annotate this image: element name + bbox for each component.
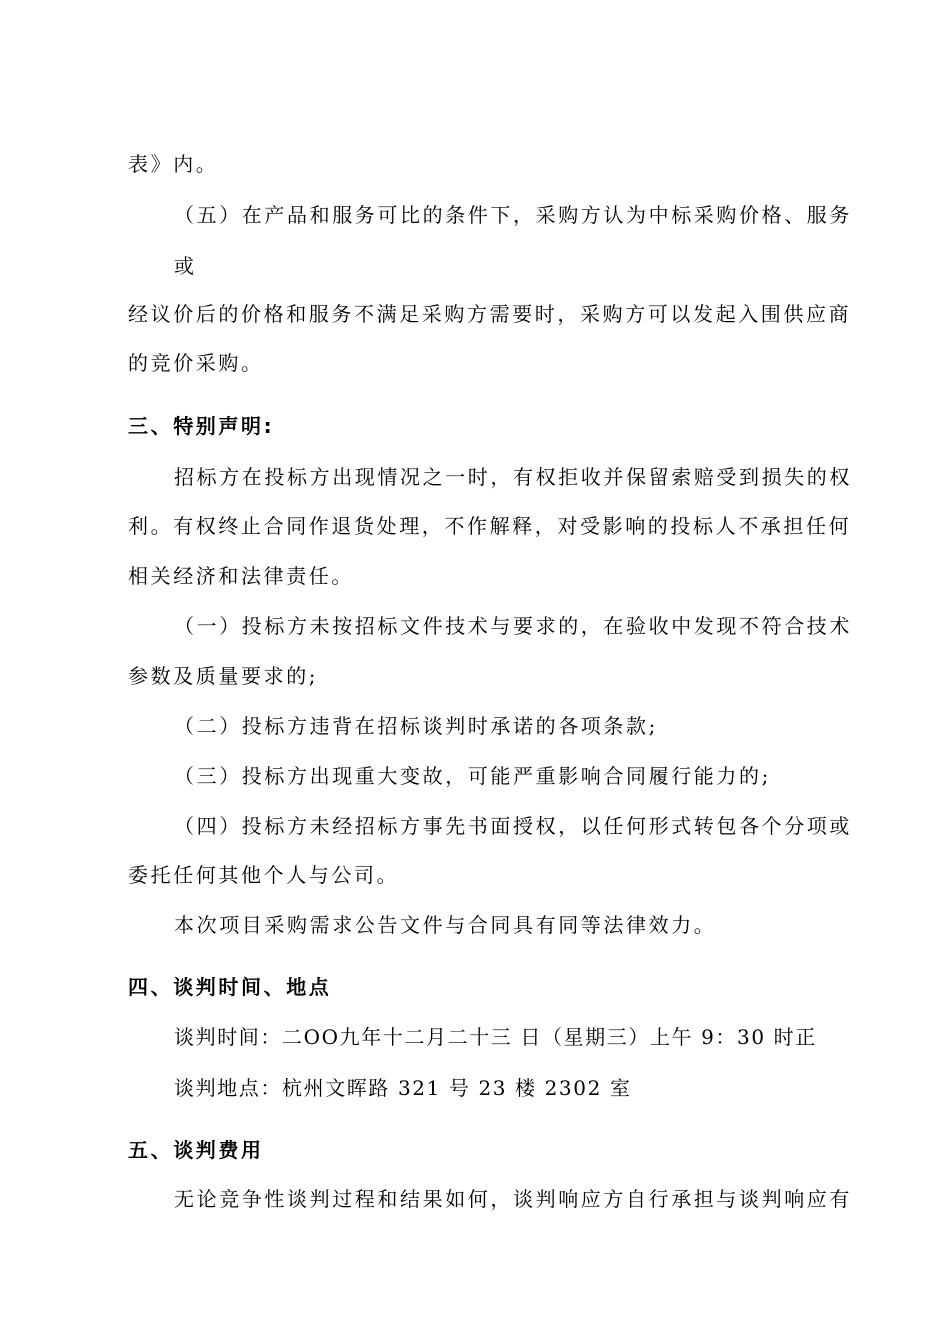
paragraph-line: 相关经济和法律责任。 [128, 564, 354, 588]
section-heading: 五、谈判费用 [128, 1138, 264, 1162]
negotiation-time: 谈判时间：二OO九年十二月二十三 日（星期三）上午 9：30 时正 [174, 1025, 817, 1049]
paragraph-line: 无论竞争性谈判过程和结果如何，谈判响应方自行承担与谈判响应有 [174, 1187, 852, 1211]
list-item-line: 委托任何其他个人与公司。 [128, 863, 400, 887]
paragraph-line: 本次项目采购需求公告文件与合同具有同等法律效力。 [174, 913, 717, 937]
paragraph-line: 经议价后的价格和服务不满足采购方需要时，采购方可以发起入围供应商 [128, 302, 852, 326]
paragraph-line: （五）在产品和服务可比的条件下，采购方认为中标采购价格、服务 [174, 203, 852, 227]
list-item-line: （三）投标方出现重大变故，可能严重影响合同履行能力的; [174, 764, 771, 788]
list-item-line: （四）投标方未经招标方事先书面授权，以任何形式转包各个分项或 [174, 814, 852, 838]
paragraph-line: 招标方在投标方出现情况之一时，有权拒收并保留索赔受到损失的权 [174, 465, 852, 489]
paragraph-line: 的竞价采购。 [128, 351, 264, 375]
paragraph-line: 利。有权终止合同作退货处理，不作解释，对受影响的投标人不承担任何 [128, 514, 852, 538]
negotiation-place: 谈判地点：杭州文晖路 321 号 23 楼 2302 室 [174, 1076, 632, 1100]
section-heading: 三、特别声明: [128, 414, 275, 438]
paragraph-line: 表》内。 [128, 152, 219, 176]
list-item-line: 参数及质量要求的; [128, 664, 319, 688]
list-item-line: （一）投标方未按招标文件技术与要求的，在验收中发现不符合技术 [174, 614, 852, 638]
list-item-line: （二）投标方违背在招标谈判时承诺的各项条款; [174, 714, 658, 738]
section-heading: 四、谈判时间、地点 [128, 975, 332, 999]
paragraph-line: 或 [174, 254, 197, 278]
